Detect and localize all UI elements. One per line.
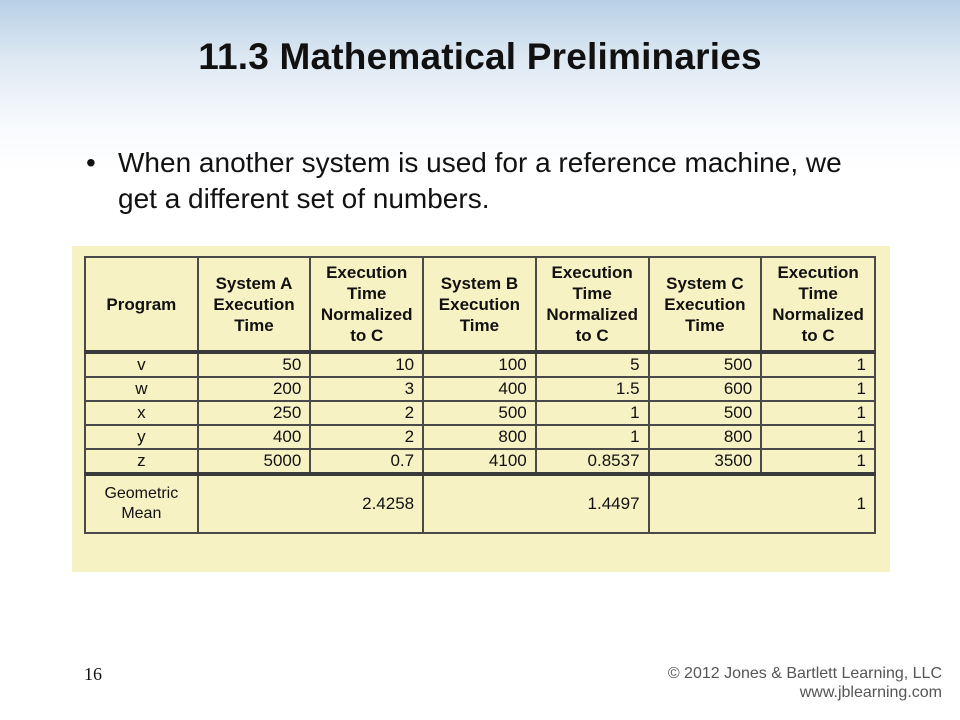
geometric-mean-system-b: 1.4497 <box>423 474 648 533</box>
program-cell: y <box>85 425 198 449</box>
value-cell: 1 <box>761 352 875 377</box>
copyright-notice <box>668 664 942 702</box>
value-cell: 500 <box>423 401 536 425</box>
table-row <box>85 425 875 449</box>
page-number: 16 <box>84 664 102 684</box>
table-row <box>85 401 875 425</box>
copyright-line: © 2012 Jones & Bartlett Learning, LLC <box>667 665 942 682</box>
value-cell: 2 <box>310 425 423 449</box>
value-cell: 400 <box>423 377 536 401</box>
value-cell: 0.7 <box>310 449 423 474</box>
value-cell: 1 <box>761 425 875 449</box>
geometric-mean-system-c: 1 <box>649 474 875 533</box>
normalized-execution-time-table <box>84 256 876 534</box>
value-cell: 50 <box>198 352 311 377</box>
header-system-c-normalized: Execution Time Normalized to C <box>761 257 875 352</box>
value-cell: 800 <box>649 425 762 449</box>
value-cell: 2 <box>310 401 423 425</box>
value-cell: 600 <box>649 377 762 401</box>
table-row <box>85 377 875 401</box>
value-cell: 400 <box>198 425 311 449</box>
table-header-row <box>85 257 875 352</box>
program-cell: w <box>85 377 198 401</box>
geometric-mean-label: Geometric Mean <box>85 474 198 533</box>
value-cell: 1 <box>761 377 875 401</box>
value-cell: 10 <box>310 352 423 377</box>
value-cell: 4100 <box>423 449 536 474</box>
bullet-dot-icon: • <box>86 147 96 178</box>
value-cell: 3500 <box>649 449 762 474</box>
program-cell: z <box>85 449 198 474</box>
website-line: www.jblearning.com <box>799 684 942 701</box>
header-system-a-normalized: Execution Time Normalized to C <box>310 257 423 352</box>
value-cell: 1 <box>761 401 875 425</box>
program-cell: x <box>85 401 198 425</box>
header-program: Program <box>85 257 198 352</box>
value-cell: 1.5 <box>536 377 649 401</box>
header-system-a-time: System A Execution Time <box>198 257 311 352</box>
value-cell: 200 <box>198 377 311 401</box>
value-cell: 1 <box>536 401 649 425</box>
value-cell: 1 <box>536 425 649 449</box>
slide-title: 11.3 Mathematical Preliminaries <box>198 36 762 77</box>
value-cell: 500 <box>649 352 762 377</box>
value-cell: 250 <box>198 401 311 425</box>
bullet-point <box>86 145 846 217</box>
value-cell: 3 <box>310 377 423 401</box>
value-cell: 5 <box>536 352 649 377</box>
header-system-b-normalized: Execution Time Normalized to C <box>536 257 649 352</box>
header-system-c-time: System C Execution Time <box>649 257 762 352</box>
value-cell: 100 <box>423 352 536 377</box>
geometric-mean-system-a: 2.4258 <box>198 474 423 533</box>
table-row <box>85 352 875 377</box>
value-cell: 1 <box>761 449 875 474</box>
value-cell: 5000 <box>198 449 311 474</box>
value-cell: 500 <box>649 401 762 425</box>
value-cell: 800 <box>423 425 536 449</box>
bullet-text: When another system is used for a reference machine, we get a different set of numbers. <box>118 147 842 214</box>
table-row <box>85 449 875 474</box>
table-panel <box>72 246 890 572</box>
table-body <box>85 352 875 533</box>
geometric-mean-row <box>85 474 875 533</box>
program-cell: v <box>85 352 198 377</box>
header-system-b-time: System B Execution Time <box>423 257 536 352</box>
value-cell: 0.8537 <box>536 449 649 474</box>
